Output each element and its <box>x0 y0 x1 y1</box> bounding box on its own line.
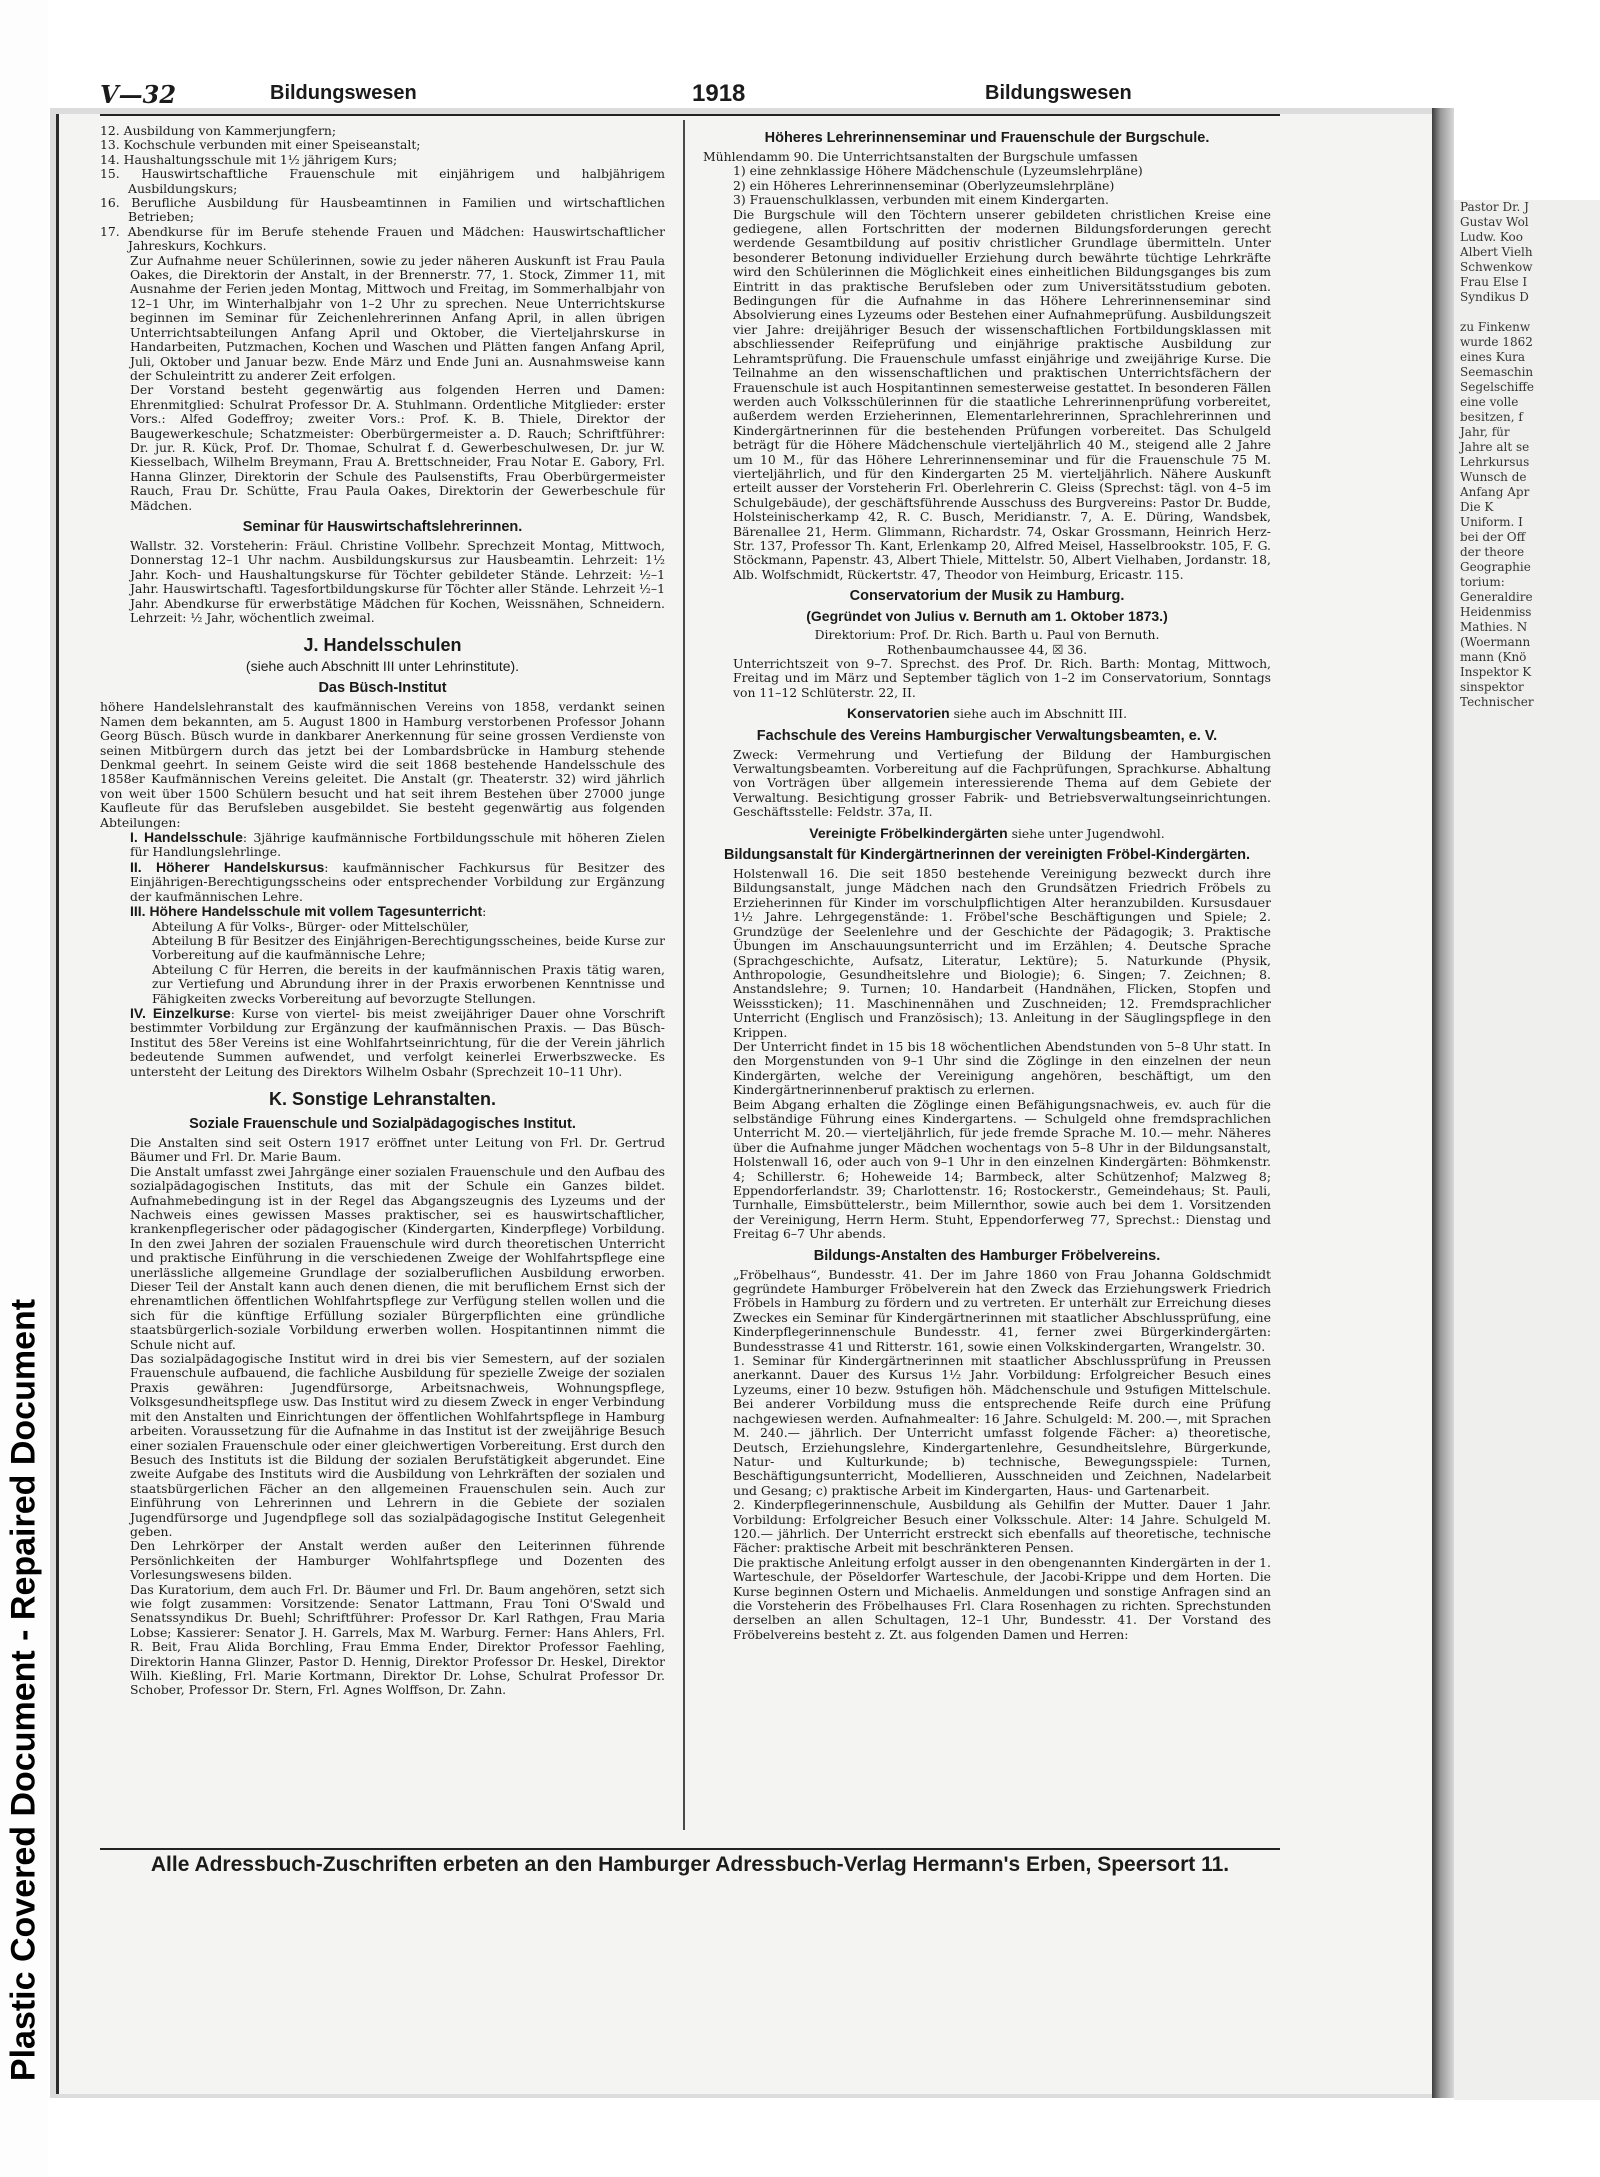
adjacent-page-line: bei der Off <box>1460 530 1526 544</box>
paragraph: Die Anstalt umfasst zwei Jahrgänge einer sozialen Frauenschule und den Aufbau des sozialpädagogischen Instituts, das mit der Schule ein Ganzes bildet. Aufnahmebedingung ist in der Regel das Abgangszeugnis des Lyzeums und der Nachweis eines gewissen Masses praktischer, sei es hauswirtschaftlicher, krankenpflegerischer oder pädagogischer (Kindergarten, Kinderpflege) Vorbildung. In den zwei Jahren der sozialen Frauenschule wird durch theoretischen Unterricht und praktische Einführung in die verschiedenen Zweige der Wohlfahrtspflege eine unerlässliche allgemeine Grundlage der sozialberuflichen Ausbildung erworben. Dieser Teil der Anstalt kann auch denen dienen, die mit beruflichem Ernst sich der ehrenamtlichen öffentlichen Wohlfahrtspflege zur Verfügung stellen wollen und die sich für die künftige Erfüllung sozialer Bürgerpflichten eine gründliche staatsbürgerlich-soziale Vorbildung erwerben wollen. Hospitantinnen nimmt die Schule nicht auf. <box>130 1163 665 1352</box>
paragraph: Das Kuratorium, dem auch Frl. Dr. Bäumer und Frl. Dr. Baum angehören, setzt sich wie folgt zusammen: Vorsitzende: Senator Lattmann, Frau Toni O'Swald und Senatssyndikus Dr. Buehl; Schriftführer: Professor Dr. Karl Rathgen, Frau Maria Lobse; Kassierer: Senator J. H. Garrels, Max M. Warburg. Ferner: Hans Ahlers, Frl. R. Beit, Frau Alida Borchling, Frau Emma Ender, Direktor Professor Faehling, Direktorin Hanna Glinzer, Pastor D. Hennig, Direktor Professor Dr. Heskel, Direktor Wilh. Kießling, Frl. Marie Kortmann, Direktor Dr. Lohse, Schulrat Professor Dr. Schober, Professor Dr. Stern, Frl. Agnes Wolffson, Dr. Zahn. <box>130 1581 665 1698</box>
department-title: I. Handelsschule <box>130 829 243 846</box>
adjacent-page-line: eine volle <box>1460 395 1519 409</box>
adjacent-page-line: (Woermann <box>1460 635 1531 649</box>
paragraph: Das sozialpädagogische Institut wird in drei bis vier Semestern, auf der sozialen Frauenschule aufbauend, die fachliche Ausbildung für spezielle Zweige der sozialen Praxis gewähren: Jugendfürsorge, Arbeitsnachweis, Wohnungspflege, Volksgesundheitspflege usw. Das Institut wird zu diesem Zweck in enger Verbindung mit den Anstalten und Einrichtungen der öffentlichen Wohlfahrtspflege in Hamburg arbeiten. Voraussetzung für die Aufnahme in das Institut ist der zweijährige Besuch einer sozialen Frauenschule oder einer gleichwertigen Vorbereitung. Erst durch den Besuch des Instituts ist die Bildung der sozialen Berufstätigkeit abgerundet. Eine zweite Aufgabe des Instituts wird die Ausbildung von Lehrkräften der sozialen und staatsbürgerlichen Fächer an den allgemeinen Frauenschulen sein. Auch zur Einführung von Lehrerinnen und Lehrern in die Gebiete der sozialen Jugendfürsorge und Jugendpflege soll das sozialpädagogische Institut Gelegenheit geben. <box>130 1351 665 1539</box>
adjacent-page-line: wurde 1862 <box>1460 335 1533 349</box>
list-item: 17. Abendkurse für im Berufe stehende Frauen und Mädchen: Hauswirtschaftlicher Jahreskurs, Kochkurs. <box>100 223 665 254</box>
paragraph: Zweck: Vermehrung und Vertiefung der Bildung der Hamburgischen Verwaltungsbeamten. Vorbereitung auf die Fachprüfungen, Sprachkurse. Abhaltung von Vorträgen über allgemein interessierende Thema auf dem Gebiete der Verwaltung. Besichtigung grosser Fabrik- und Betriebsverwaltungseinrichtungen. Geschäftsstelle: Feldstr. 37a, II. <box>733 746 1271 820</box>
paragraph: höhere Handelslehranstalt des kaufmännischen Vereins von 1858, verdankt seinen Namen dem bekannten, am 5. August 1800 in Hamburg verstorbenen Professor Johann Georg Büsch. Büsch wurde in dankbarer Anerkennung für seine grossen Verdienste von seinen Mitbürgern durch das jetzt bei der Lombardsbrücke in Hamburg stehende Denkmal geehrt. In seinem Geiste wird die seit 1868 bestehende Handelsschule des 1858er Kaufmännischen Vereins geleitet. Die Anstalt (gr. Theaterstr. 32) wird jährlich von weit über 1500 Schülern besucht und hat seit ihrem Bestehen über 27000 junge Kaufleute für das Berufsleben ausgebildet. Sie besteht gegenwärtig aus folgenden Abteilungen: <box>100 699 665 830</box>
adjacent-page-line: Geographie <box>1460 560 1531 574</box>
adjacent-page-line: Die K <box>1460 500 1494 514</box>
adjacent-page-line: Syndikus D <box>1460 290 1529 304</box>
department-title: III. Höhere Handelsschule mit vollem Tagesunterricht <box>130 903 483 920</box>
paragraph: Die Burgschule will den Töchtern unserer gebildeten christlichen Kreise eine gediegene, allen Fortschritten der modernen Bildungsforderungen gerecht werdende Gesamtbildung auf positiv christlicher Grundlage übermitteln. Unter besonderer Betonung individueller Erziehung durch bewährte tüchtige Lehrkräfte wird den Schülerinnen die Möglichkeit eines einheitlichen Bildungsganges bis zum Eintritt in das praktische Berufsleben oder zum Universitätsstudium geboten. Bedingungen für die Aufnahme in das Höhere Lehrerinnenseminar sind Absolvierung eines Lyzeums oder Bestehen einer Aufnahmeprüfung. Ausbildungszeit vier Jahre: dreijähriger Besuch der wissenschaftlichen Fortbildungsklassen mit abschliessender Reifeprüfung und einjährige praktische Ausbildung zur Lehramtsprüfung. Die Frauenschule umfasst einjährige und zweijährige Kurse. Die Teilnahme an den wissenschaftlichen und praktischen Unterrichtsfächern der Frauenschule ist auch Hospitantinnen semesterweise gestattet. In besonderen Fällen werden auch Volksschülerinnen für die staatliche Lehrerinnenprüfung vorbereitet, außerdem werden Erzieherinnen, Elementarlehrerinnen, Sprachlehrerinnen und Kindergärtnerinnen für die bestehenden Prüfungen vorbereitet. Das Schulgeld beträgt für die Höhere Mädchenschule vierteljährlich 40 M., steigend alle 2 Jahre um 10 M., für das Höhere Lehrerinnenseminar und für die Frauenschule 75 M. vierteljährlich, und für den Kindergarten 25 M. vierteljährlich. Nähere Auskunft erteilt ausser der Vorsteherin Frl. Oberlehrerin C. Gleiss (Sprechst: tägl. von 4–5 im Schulgebäude), der geschäftsführende Ausschuss des Burgvereins: Pastor Dr. Budde, Holsteinischerkamp 42, R. C. Busch, Meridianstr. 7, A. E. Düring, Wandsbek, Bärenallee 21, Herm. Glimmann, Richardstr. 74, Oskar Grossmann, Heinrich Herz-Str. 137, Professor Th. Kant, Erlenkamp 20, Alfred Meisel, Hasselbrookstr. 105, F. G. Stöckmann, Papenstr. 43, Albert Thiele, Mittelstr. 50, Albert Vielhaben, Jordanstr. 18, Alb. Wolfschmidt, Rückertstr. 47, Theodor von Heimburg, Ericastr. 115. <box>733 206 1271 582</box>
adjacent-page-line: Frau Else I <box>1460 275 1528 289</box>
section-heading: Das Büsch-Institut <box>318 680 447 697</box>
section-subheading: (Gegründet von Julius v. Bernuth am 1. Oktober 1873.) <box>806 608 1168 625</box>
adjacent-page-line: der theore <box>1460 545 1525 559</box>
section-heading: Bildungsanstalt für Kindergärtnerinnen der vereinigten Fröbel-Kindergärten. <box>723 847 1251 864</box>
paragraph: Den Lehrkörper der Anstalt werden außer den Leiterinnen führende Persönlichkeiten der Hamburger Wohlfahrtspflege und Dozenten des Vorlesungswesens bilden. <box>130 1538 665 1583</box>
paragraph: Die Anstalten sind seit Ostern 1917 eröffnet unter Leitung von Frl. Dr. Gertrud Bäumer und Frl. Dr. Marie Baum. <box>130 1134 665 1165</box>
sub-department: Abteilung A für Volks-, Bürger- oder Mittelschüler, <box>152 918 470 934</box>
department-title: II. Höherer Handelskursus <box>130 858 325 875</box>
adjacent-page-line: sinspektor <box>1460 680 1524 694</box>
sidebar-banner <box>0 0 48 2177</box>
chapter-heading: K. Sonstige Lehranstalten. <box>268 1088 497 1109</box>
adjacent-page-line: Albert Vielh <box>1460 245 1533 259</box>
adjacent-page-line: Jahr, für <box>1460 425 1510 439</box>
adjacent-page-line: Jahre alt se <box>1460 440 1530 454</box>
section-heading: Soziale Frauenschule und Sozialpädagogisches Institut. <box>189 1115 576 1132</box>
left-column <box>100 124 665 1844</box>
list-item: 1) eine zehnklassige Höhere Mädchenschule (Lyzeumslehrpläne) <box>733 163 1143 179</box>
adjacent-page-line: Inspektor K <box>1460 665 1532 679</box>
adjacent-page-line: mann (Knö <box>1460 650 1527 664</box>
adjacent-page-line: Segelschiffe <box>1460 380 1535 394</box>
cross-reference: Konservatorien siehe auch im Abschnitt III. <box>846 705 1128 722</box>
department-item: I. Handelsschule: 3jährige kaufmännische Fortbildungsschule mit höheren Zielen für Handlungslehrlinge. <box>130 829 665 860</box>
adjacent-page-line: Schwenkow <box>1460 260 1533 274</box>
adjacent-page-line: Uniform. I <box>1460 515 1523 529</box>
address: Rothenbaumchaussee 44, ☒ 36. <box>886 641 1088 657</box>
adjacent-page-fragment <box>1454 200 1600 2100</box>
adjacent-page-line: Generaldire <box>1460 590 1533 604</box>
adjacent-page-line: Pastor Dr. J <box>1460 200 1529 214</box>
adjacent-page-line: Seemaschin <box>1460 365 1534 379</box>
list-item: 12. Ausbildung von Kammerjungfern; <box>100 124 337 138</box>
department-item: IV. Einzelkurse: Kurse von viertel- bis meist zweijähriger Dauer ohne Vorschrift bestimmter Vorbildung zur Ergänzung der kaufmännischen Praxis. — Das Büsch-Institut des 58er Vereins ist eine Wohlfahrtseinrichtung, für die der Verein jährlich bedeutende Summen aufwendet, und verfolgt keinerlei Erwerbszwecke. Es untersteht der Leitung des Direktors Wilhelm Osbahr (Sprechzeit 10–11 Uhr). <box>130 1004 665 1079</box>
paragraph: Die praktische Anleitung erfolgt ausser in den obengenannten Kindergärten in der 1. Warteschule, der Pöseldorfer Warteschule, der Jacobi-Krippe und dem Horten. Die Kurse beginnen Ostern und Michaelis. Anmeldungen und sonstige Anfragen sind an die Vorsteherin des Fröbelhauses Frl. Clara Rosenhagen zu richten. Sprechstunden derselben an allen Schultagen, 12–1 Uhr, Bundesstr. 41. Der Vorstand des Fröbelvereins besteht z. Zt. aus folgenden Damen und Herren: <box>733 1554 1271 1642</box>
paragraph: Holstenwall 16. Die seit 1850 bestehende Vereinigung bezweckt durch ihre Bildungsanstalt, junge Mädchen nach den Grundsätzen Friedrich Fröbels zu Erzieherinnen für Kinder im vorschulpflichtigen Alter heranzubilden. Kursusdauer 1½ Jahre. Lehrgegenstände: 1. Fröbel'sche Beschäftigungen und Spiele; 2. Grundzüge der Seelenlehre und der Geschichte der Pädagogik; 3. Praktische Übungen im Anschauungsunterricht und im Erzählen; 4. Deutsche Sprache (Sprachgeschichte, Aufsatz, Literatur, Lektüre); 5. Naturkunde (Physik, Anthropologie, Gesundheitslehre und Biologie); 6. Singen; 7. Zeichnen; 8. Anstandslehre; 9. Turnen; 10. Handarbeit (Handnähen, Flicken, Stopfen und Weisssticken); 11. Maschinennähen und Zuschneiden; 12. Fremdsprachlicher Unterricht (Englisch und Französisch); 13. Anleitung in der Säuglingspflege in den Krippen. <box>733 866 1271 1040</box>
section-heading: Höheres Lehrerinnenseminar und Frauenschule der Burgschule. <box>764 130 1210 146</box>
list-item: 2) ein Höheres Lehrerinnenseminar (Oberlyzeumslehrpläne) <box>733 177 1115 193</box>
adjacent-page-line: Anfang Apr <box>1460 485 1530 499</box>
list-item: 3) Frauenschulklassen, verbunden mit einem Kindergarten. <box>733 192 1109 208</box>
adjacent-page-line: Technischer <box>1460 695 1534 709</box>
section-heading: Conservatorium der Musik zu Hamburg. <box>849 588 1125 605</box>
paragraph: Mühlendamm 90. Die Unterrichtsanstalten der Burgschule umfassen <box>703 149 1138 164</box>
adjacent-page-line: Ludw. Koo <box>1460 230 1523 244</box>
page-number: V—32 <box>100 80 177 109</box>
paragraph: Beim Abgang erhalten die Zöglinge einen Befähigungsnachweis, ev. auch für die selbständige Führung eines Kindergartens. — Schulgeld ohne fremdsprachlichen Unterricht M. 20.— vierteljährlich, für jede fremde Sprache M. 10.— mehr. Näheres über die Aufnahme junger Mädchen wochentags von 5–8 Uhr in der Bildungsanstalt, Holstenwall 16, oder auch von 9–1 Uhr in den einzelnen Kindergärten: Böhmkenstr. 4; Schillerstr. 6; Hoheweide 14; Barmbeck, alter Schützenhof; Malzweg 8; Eppendorferlandstr. 39; Charlottenstr. 16; Rostockerstr., Gemeindehaus; St. Pauli, Turnhalle, Eimsbüttelerstr., beim Millernthor, sowie auch bei dem 1. Vorsitzenden der Vereinigung, Herrn Herm. Stuht, Eppendorferweg 77, Sprechst.: Dienstag und Freitag 6–7 Uhr abends. <box>733 1096 1271 1242</box>
paragraph: 2. Kinderpflegerinnenschule, Ausbildung als Gehilfin der Mutter. Dauer 1 Jahr. Vorbildung: Erfolgreicher Besuch einer Volksschule. Alter: 14 Jahre. Schulgeld M. 120.— jährlich. Der Unterricht erstreckt sich ebenfalls auf theoretische, technische Fächer: praktische Arbeit mit beschränkteren Pensen. <box>733 1497 1271 1556</box>
adjacent-page-line: Heidenmiss <box>1460 605 1532 619</box>
cross-reference: Vereinigte Fröbelkindergärten siehe unter Jugendwohl. <box>809 824 1165 841</box>
adjacent-page-line: Wunsch de <box>1460 470 1527 484</box>
adjacent-page-line: zu Finkenw <box>1460 320 1531 334</box>
paragraph: Zur Aufnahme neuer Schülerinnen, sowie zu jeder näheren Auskunft ist Frau Paula Oakes, die Direktorin der Anstalt, in der Brennerstr. 77, 1. Stock, Zimmer 11, mit Ausnahme der Ferien jeden Montag, Mittwoch und Freitag, im Sommerhalbjahr von 12–1 Uhr, im Winterhalbjahr von 1–2 Uhr zu sprechen. Neue Unterrichtskurse beginnen im Seminar für Zeichenlehrerinnen Anfang April, in allen übrigen Unterrichtsabteilungen Anfang April und Oktober, die Vierteljahrskurse in Handarbeiten, Putzmachen, Kochen und Waschen und Plätten fangen Anfang April, Juli, Oktober und Januar bezw. Ende März und Ende Juni an. Ausnahmsweise kann der Schuleintritt zu anderer Zeit erfolgen. <box>130 252 665 383</box>
column-divider <box>683 120 685 1830</box>
paragraph: 1. Seminar für Kindergärtnerinnen mit staatlicher Abschlussprüfung in Preussen anerkannt. Dauer des Kursus 1½ Jahr. Vorbildung: Erfolgreicher Besuch eines Lyzeums, einer 10 bezw. 9stufigen höh. Mädchenschule und 9stufigen Mittelschule. Bei anderer Vorbildung muss die entsprechende Reife durch eine Prüfung nachgewiesen werden. Aufnahmealter: 16 Jahre. Schulgeld: M. 200.—, mit Sprachen M. 240.— jährlich. Der Unterricht umfasst folgende Fächer: a) theoretische, Deutsch, Erziehungslehre, Kindergartenlehre, Gesundheitslehre, Bürgerkunde, Natur- und Kulturkunde; b) technische, Bewegungsspiele: Turnen, Beschäftigungsunterricht, Modellieren, Ausschneiden und Zeichnen, Nadelarbeit und Gesang; c) praktische Arbeit im Kindergarten, Haus- und Gartenarbeit. <box>733 1353 1271 1498</box>
adjacent-page-line <box>1454 305 1600 320</box>
paragraph: Der Vorstand besteht gegenwärtig aus folgenden Herren und Damen: Ehrenmitglied: Schulrat Professor Dr. A. Stuhlmann. Ordentliche Mitglieder: erster Vors.: Alfed Godeffroy; zweiter Vors.: Prof. K. B. Thiele, Direktor der Baugewerkeschule; Schatzmeister: Oberbürgermeister a. D. Rauch; Schriftführer: Dr. jur. R. Kück, Prof. Dr. Thomae, Schulrat f. d. Gewerbeschulwesen, Dr. jur W. Kiesselbach, Wilhelm Breymann, Frau A. Brettschneider, Frau Notar E. Gabory, Frl. Hanna Glinzer, Direktorin der Schule des Paulsenstifts, Frau Oberbürgermeister Rauch, Frau Dr. Schütte, Frau Paula Oakes, Direktorin der Gewerbeschule für Mädchen. <box>130 382 665 513</box>
header-left-title: Bildungswesen <box>270 82 417 104</box>
adjacent-page-line: Lehrkursus <box>1460 455 1530 469</box>
book-gutter <box>1432 108 1454 2098</box>
paragraph: Der Unterricht findet in 15 bis 18 wöchentlichen Abendstunden von 5–8 Uhr statt. In den Morgenstunden von 9–1 Uhr sind die Zöglinge in den einzelnen der neun Kindergärten, welche der Vereinigung angehören, beschäftigt, um den Kindergärtnerinnenberuf praktisch zu erlernen. <box>733 1038 1271 1098</box>
list-item: 13. Kochschule verbunden mit einer Speiseanstalt; <box>100 137 421 153</box>
adjacent-page-line: torium: <box>1460 575 1505 589</box>
list-item: 16. Berufliche Ausbildung für Hausbeamtinnen in Familien und wirtschaftlichen Betrieben; <box>100 195 665 225</box>
department-item: III. Höhere Handelsschule mit vollem Tagesunterricht: <box>130 903 487 920</box>
section-heading: Seminar für Hauswirtschaftslehrerinnen. <box>242 518 523 535</box>
department-title: IV. Einzelkurse <box>130 1004 231 1021</box>
header-year: 1918 <box>692 80 746 107</box>
adjacent-page-line: Gustav Wol <box>1460 215 1529 229</box>
adjacent-page-line: Mathies. N <box>1460 620 1528 634</box>
chapter-subheading: (siehe auch Abschnitt III unter Lehrinstitute). <box>245 658 520 675</box>
page-header <box>100 80 1280 116</box>
adjacent-page-line: besitzen, f <box>1460 410 1523 424</box>
right-column <box>703 124 1271 1844</box>
adjacent-page-line: eines Kura <box>1460 350 1526 364</box>
sidebar-label: Plastic Covered Document - Repaired Document <box>4 1298 43 2082</box>
department-item: II. Höherer Handelskursus: kaufmännischer Fachkursus für Besitzer des Einjährigen-Berechtigungsscheins oder entsprechender Vorbildung zur Ergänzung der kaufmännischen Lehre. <box>130 858 665 904</box>
section-heading: Fachschule des Vereins Hamburgischer Verwaltungsbeamten, e. V. <box>756 727 1218 744</box>
section-heading: Bildungs-Anstalten des Hamburger Fröbelvereins. <box>813 1247 1161 1264</box>
list-item: 15. Hauswirtschaftliche Frauenschule mit einjährigem und halbjährigem Ausbildungskurs; <box>100 166 665 196</box>
list-item: 14. Haushaltungsschule mit 1½ jährigem Kurs; <box>100 151 398 167</box>
header-right-title: Bildungswesen <box>985 82 1132 104</box>
sub-department: Abteilung B für Besitzer des Einjährigen-Berechtigungsscheines, beide Kurse zur Vorbereitung auf die kaufmännische Lehre; <box>152 932 665 963</box>
paragraph: Wallstr. 32. Vorsteherin: Fräul. Christine Vollbehr. Sprechzeit Montag, Mittwoch, Donnerstag 12–1 Uhr nachm. Ausbildungskursus zur Hausbeamtin. Lehrzeit: 1½ Jahr. Koch- und Haushaltungskurse für Töchter gebildeter Stände. Lehrzeit: ½–1 Jahr. Hauswirtschaftl. Tagesfortbildungskurse für Töchter aller Stände. Lehrzeit ½–1 Jahr. Abendkurse für erwerbstätige Mädchen für Kochen, Weissnähen, Schneidern. Lehrzeit: ½ Jahr, wöchentlich zweimal. <box>130 537 665 625</box>
directorate: Direktorium: Prof. Dr. Rich. Barth u. Paul von Bernuth. <box>814 627 1160 643</box>
chapter-heading: J. Handelsschulen <box>303 635 462 656</box>
sub-department: Abteilung C für Herren, die bereits in der kaufmännischen Praxis tätig waren, zur Vertiefung und Abrundung ihrer in der Praxis erworbenen Kenntnisse und Fähigkeiten zwecks Vorbereitung auf bevorzugte Stellungen. <box>152 961 665 1006</box>
page-footer: Alle Adressbuch-Zuschriften erbeten an den Hamburger Adressbuch-Verlag Hermann's Erben, Speersort 11. <box>100 1848 1280 1880</box>
paragraph: „Fröbelhaus“, Bundesstr. 41. Der im Jahre 1860 von Frau Johanna Goldschmidt gegründete Hamburger Fröbelverein hat den Zweck das Erziehungswerk Friedrich Fröbels in Hamburg zu fördern und zu vertreten. Er unterhält zur Erreichung dieses Zweckes ein Seminar für Kindergärtnerinnen mit staatlicher Abschlussprüfung, eine Kinderpflegerinnenschule Bundesstr. 41, ferner zwei Bürgerkindergärten: Bundesstrasse 41 und Ritterstr. 161, sowie einen Volkskindergarten, Wrangelstr. 30. <box>733 1266 1271 1354</box>
paragraph: Unterrichtszeit von 9–7. Sprechst. des Prof. Dr. Rich. Barth: Montag, Mittwoch, Freitag und im März und September täglich von 1–2 im Conservatorium, Sonntags von 11–12 Schlüterstr. 22, II. <box>733 656 1271 700</box>
